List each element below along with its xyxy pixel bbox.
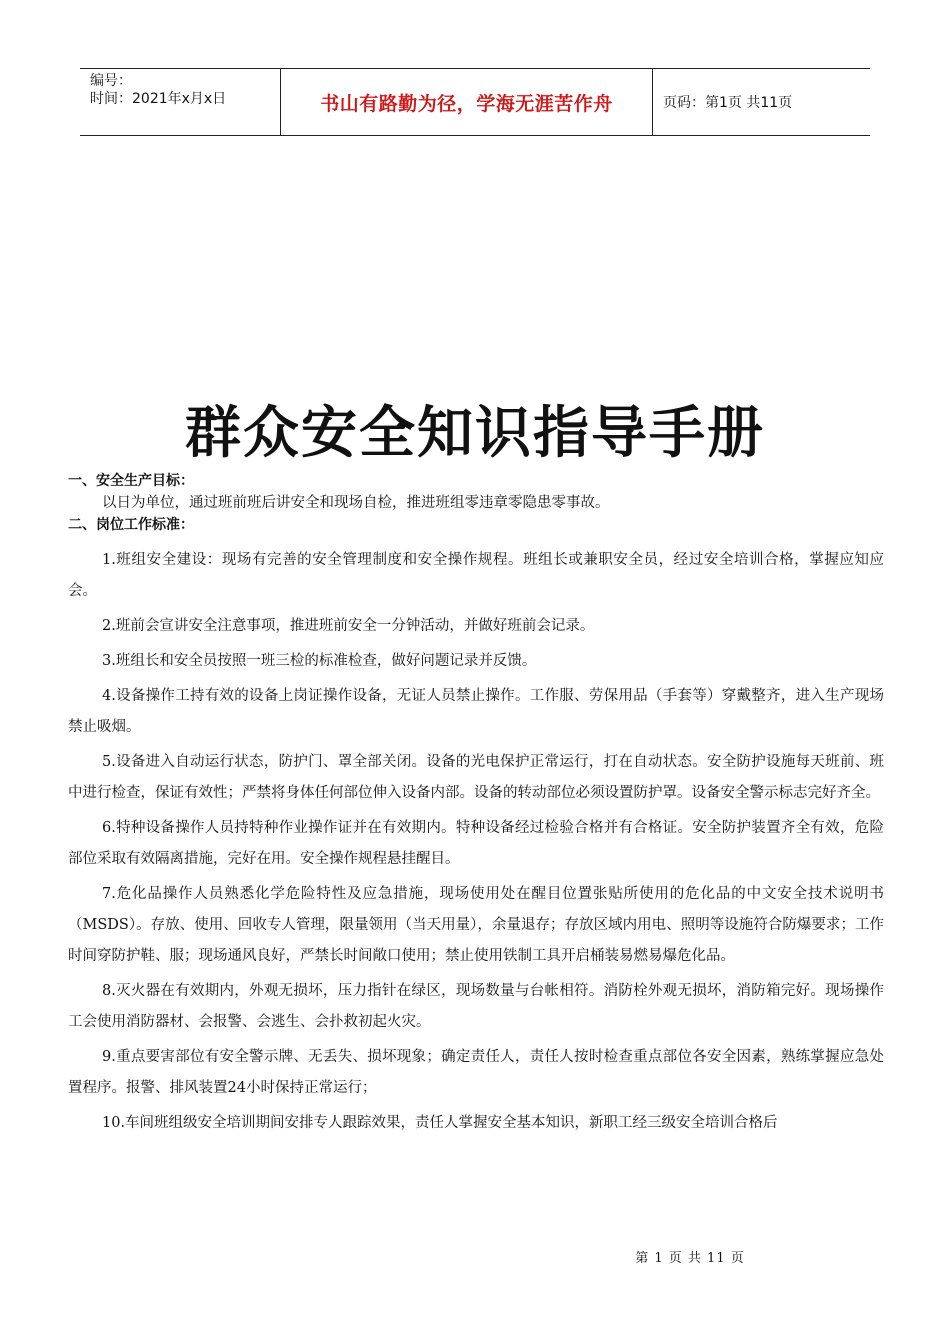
paragraph: 1.班组安全建设：现场有完善的安全管理制度和安全操作规程。班组长或兼职安全员，经过安全培训合格，掌握应知应会。	[68, 552, 884, 599]
paragraph: 8.灭火器在有效期内，外观无损坏，压力指针在绿区，现场数量与台帐相符。消防栓外观无损坏，消防箱完好。现场操作工会使用消防器材、会报警、会逃生、会扑救初起火灾。	[68, 983, 884, 1030]
paragraph: 2.班前会宣讲安全注意事项，推进班前安全一分钟活动，并做好班前会记录。	[102, 618, 595, 634]
goal-text: 以日为单位，通过班前班后讲安全和现场自检，推进班组零违章零隐患零事故。	[102, 495, 610, 511]
paragraph: 6.特种设备操作人员持特种作业操作证并在有效期内。特种设备经过检验合格并有合格证。安全防护装置齐全有效，危险部位采取有效隔离措施，完好在用。安全操作规程悬挂醒目。	[68, 820, 884, 867]
paragraph: 4.设备操作工持有效的设备上岗证操作设备，无证人员禁止操作。工作服、劳保用品（手套等）穿戴整齐，进入生产现场禁止吸烟。	[68, 688, 884, 735]
paragraph: 9.重点要害部位有安全警示牌、无丢失、损坏现象；确定责任人，责任人按时检查重点部位各安全因素，熟练掌握应急处置程序。报警、排风装置24小时保持正常运行；	[68, 1049, 884, 1096]
goal-heading: 一、安全生产目标：	[68, 473, 194, 489]
page-title: 群众安全知识指导手册	[185, 401, 765, 466]
paragraph: 10.车间班组级安全培训期间安排专人跟踪效果，责任人掌握安全基本知识，新职工经三级安全培训合格后	[102, 1115, 778, 1131]
header-meta	[80, 69, 281, 135]
document-header	[80, 68, 870, 136]
page-footer: 第 1 页 共 11 页	[635, 1251, 745, 1266]
document-body	[68, 470, 884, 1139]
standards-heading: 二、岗位工作标准：	[68, 517, 194, 533]
number-label: 编号：	[90, 73, 132, 89]
header-page-info: 页码：第1页 共11页	[663, 95, 793, 111]
header-motto: 书山有路勤为径，学海无涯苦作舟	[281, 69, 653, 135]
paragraph: 5.设备进入自动运行状态，防护门、罩全部关闭。设备的光电保护正常运行，打在自动状态。安全防护设施每天班前、班中进行检查，保证有效性；严禁将身体任何部位伸入设备内部。设备的转动部位必须设置防护罩。设备安全警示标志完好齐全。	[68, 754, 884, 801]
paragraph: 3.班组长和安全员按照一班三检的标准检查，做好问题记录并反馈。	[102, 653, 537, 669]
paragraph: 7.危化品操作人员熟悉化学危险特性及应急措施，现场使用处在醒目位置张贴所使用的危化品的中文安全技术说明书（MSDS）。存放、使用、回收专人管理，限量领用（当天用量），余量退存；存放区域内用电、照明等设施符合防爆要求；工作时间穿防护鞋、服；现场通风良好，严禁长时间敞口使用；禁止使用铁制工具开启桶装易燃易爆危化品。	[68, 886, 884, 964]
time-label: 时间：2021年x月x日	[90, 91, 227, 107]
